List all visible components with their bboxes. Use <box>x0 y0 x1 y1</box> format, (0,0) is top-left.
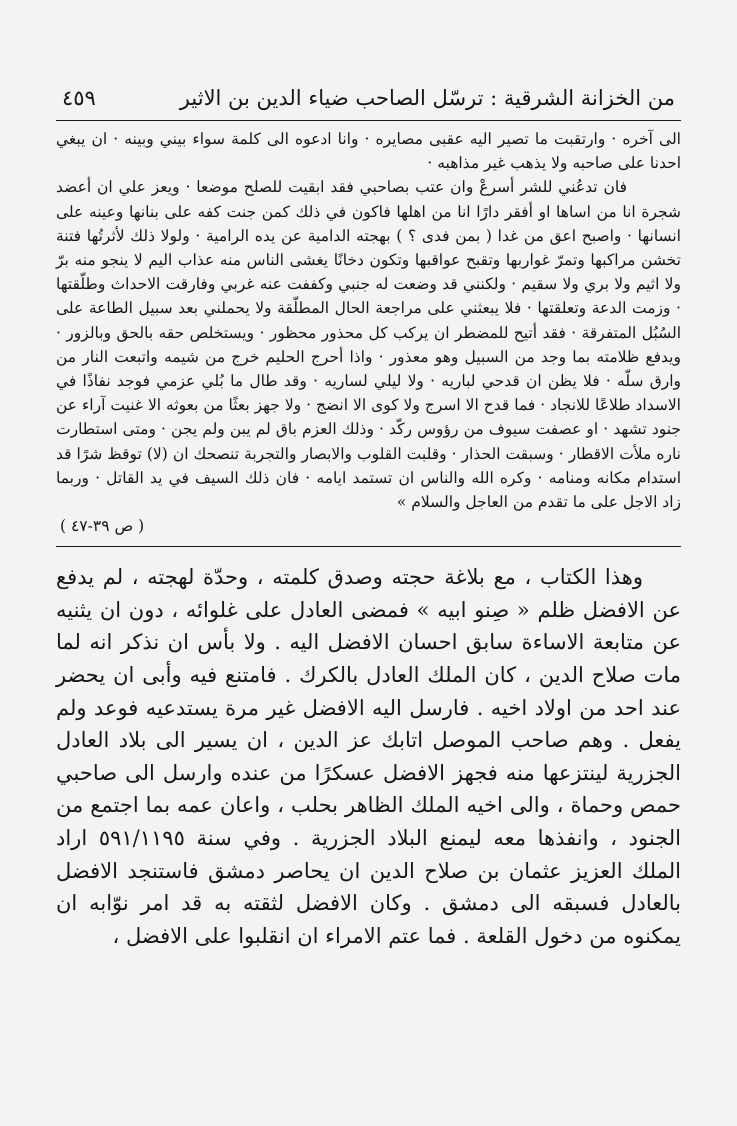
quote-paragraph: فان تدعُني للشر أسرعْ وان عتب بصاحبي فقد ابقيت للصلح موضعا · ويعز علي ان أعضد شجرة انا من اساها او أفقر دارًا انا من اهلها فاكون في ذلك كمن جنت كفه على بنانها وعينه على انسانها · واصبح اعق من غدا ( بمن فدى ؟ ) بهجته الدامية عن يده الرامية · ولولا ذلك لأثرتُها فتنة تخشن مراكبها وتمرّ غواربها وتقبح عواقبها وتكون دخانًا يغشى الناس منه عذاب اليم لا ينجو منه برّ ولا اثيم ولا بري ولا سقيم · ولكنني قد وضعت له جنبي وكففت عنه غربي وفارقت الاحداث وطلّقتها · وزمت الدعة وتعلقتها · فلا يبعثني على مراجعة الحال المطلّقة ولا يحملني بعد سبيل الطاعة على السُبُل المتفرقة · فقد أتيح للمضطر ان يركب كل محذور محظور · ويستخلص حقه بالحق وبالزور · ويدفع ظلامته بما وجد من السبيل وهو معذور · واذا أحرج الحليم خرج من شيمه واتبعت النار من وارق سلّه · فلا يظن ان قدحي لباريه · ولا ليلي لساريه · وقد طال ما بُلي عزمي فوجد نفاذًا في الاسداد طلاعًا للانجاد · فما قدح الا اسرج ولا كوى الا انضج · ولا جهز بعثًا من بعوثه الا غنيت آراء عن جنود تشهد · او عصفت سيوف من رؤوس ركّد · وذلك العزم باق لم يبن ولم يجن · ومتى استطارت ناره ملأت الاقطار · وسبقت الحذار · وقلبت القلوب والابصار والتجربة تنصحك ان (لا) توقظ شرًا قد استدام مكانه ومنامه · وكره الله والناس ان تستمد ايامه · فان ذلك السيف في يد القاتل · وربما زاد الاجل على ما تقدم من العاجل والسلام » <box>56 178 681 512</box>
quote-reference: ( ص ٣٩-٤٧ ) <box>60 517 145 536</box>
section-divider <box>56 546 681 547</box>
body-paragraph: وهذا الكتاب ، مع بلاغة حجته وصدق كلمته ، وحدّة لهجته ، لم يدفع عن الافضل ظلم « صِنو ابيه » فمضى العادل على غلوائه ، دون ان يثنيه عن متابعة الاساءة سابق احسان الافضل اليه . ولا بأس ان نذكر انه لما مات صلاح الدين ، كان الملك العادل بالكرك . فامتنع فيه وأبى ان يحضر عند احد من اولاد اخيه . فارسل اليه الافضل غير مرة يستدعيه فوعد ولم يفعل . وهم صاحب الموصل اتابك عز الدين ، ان يسير الى بلاد العادل الجزرية لينتزعها منه فجهز الافضل عسكرًا من عنده وارسل الى صاحبي حمص وحماة ، والى اخيه الملك الظاهر بحلب ، واعان عمه بما اجتمع من الجنود ، وانفذها معه ليمنع البلاد الجزرية . وفي سنة ٥٩١/١١٩٥ اراد الملك العزيز عثمان بن صلاح الدين ان يحاصر دمشق فاستنجد الافضل بالعادل فسبقه الى دمشق . وكان الافضل لثقته به قد امر نوّابه ان يمكنوه من دخول القلعة . فما عتم الامراء ان انقلبوا على الافضل ، <box>56 565 681 948</box>
page-number: ٤٥٩ <box>62 86 96 110</box>
quoted-letter <box>56 121 681 514</box>
quote-paragraph: الى آخره · وارتقبت ما تصير اليه عقبى مصايره · وانا ادعوه الى كلمة سواء بيني وبينه · ان يبغي احدنا على صاحبه ولا يذهب غير مذاهبه · <box>56 130 681 173</box>
running-header <box>56 86 681 121</box>
main-text <box>56 561 681 952</box>
running-title: من الخزانة الشرقية : ترسّل الصاحب ضياء الدين بن الاثير <box>179 86 675 110</box>
